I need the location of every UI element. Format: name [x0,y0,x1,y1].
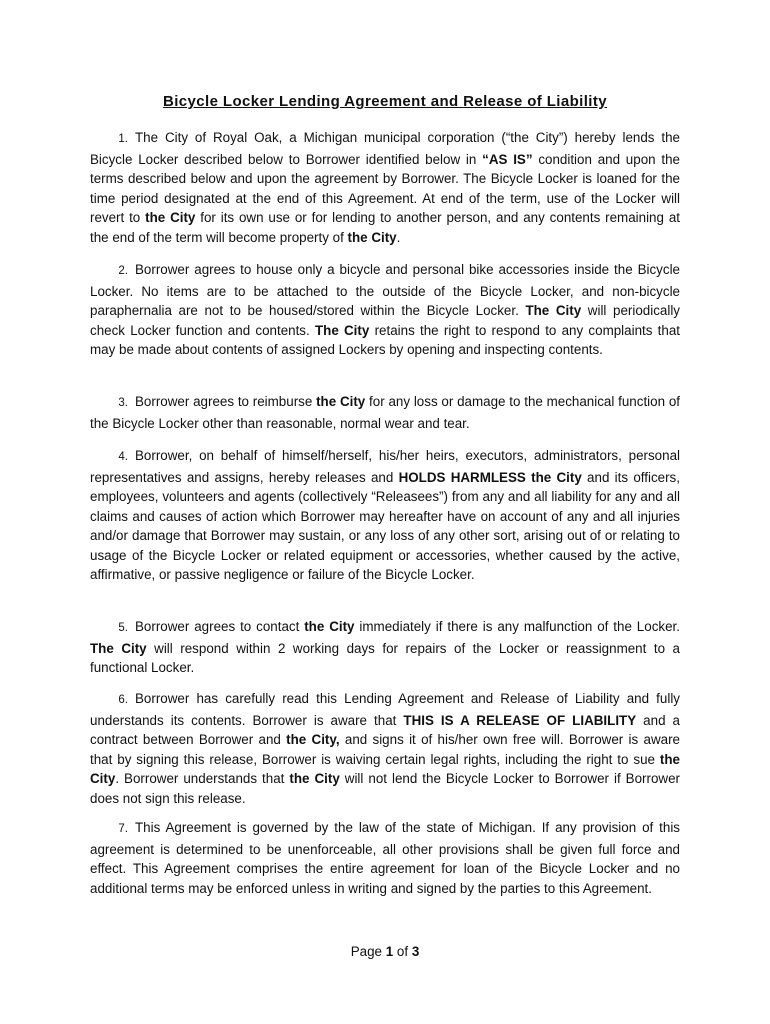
paragraph-number: 3. [118,397,128,409]
paragraph-2 [90,260,680,360]
paragraph-number: 7. [118,823,128,835]
page-footer [0,944,770,959]
paragraph-1 [90,128,680,247]
bold-text: “AS IS” [482,151,533,167]
paragraph-number: 1. [118,133,128,145]
paragraph-7 [90,818,680,898]
bold-text: THIS IS A RELEASE OF LIABILITY [403,712,637,728]
paragraph-number: 5. [118,622,128,634]
paragraph-text: will respond within 2 working days for repairs of the Locker or reassignment to a functional Locker. [90,640,681,675]
bold-text: the City [289,771,340,786]
paragraph-text: Borrower has carefully read this Lending Agreement and Release of Liability and fully understands its contents. Borrower is aware that [90,691,680,728]
total-pages-number: 3 [411,944,420,959]
paragraph-number: 6. [118,694,128,706]
paragraph-text: immediately if there is any malfunction of the Locker. [354,619,680,634]
paragraph-6 [90,689,680,808]
paragraph-4 [90,446,680,585]
bold-text: the City [90,751,680,786]
bold-text: the City [316,394,366,409]
bold-text: the City [304,619,355,634]
paragraph-text: retains the right to respond to any complaints that may be made about contents of assigned Lockers by opening and inspecting contents. [90,322,681,357]
paragraph-text: Borrower agrees to reimburse [135,394,317,409]
bold-text: the City [145,210,196,225]
bold-text: the City [347,229,397,245]
paragraph-3 [90,392,680,433]
bold-text: The City [90,640,147,656]
paragraph-5 [90,617,680,678]
bold-text: the City, [286,732,340,747]
paragraph-text: will not lend the Bicycle Locker to Borrower if Borrower does not sign this release. [90,771,680,806]
paragraph-number: 2. [118,265,128,277]
current-page-number: 1 [385,944,394,959]
bold-text: HOLDS HARMLESS the City [398,469,582,485]
paragraph-text: This Agreement is governed by the law of the state of Michigan. If any provision of this agreement is determined to be unenforceable, all other provisions shall be given full force and effect. This Agreement comprises the entire agreement for loan of the Bicycle Locker and no additional terms may be enforced unless in writing and signed by the parties to this Agreement. [90,820,680,896]
paragraph-text: and a contract between Borrower and [90,712,680,747]
paragraph-text: condition and upon the terms described below and upon the agreement by Borrower. The Bicycle Locker is loaned for the time period designated at the end of this Agreement. At end of the term, use of the Locker will revert to [90,151,680,225]
paragraph-text: Borrower agrees to house only a bicycle and personal bike accessories inside the Bicycle Locker. No items are to be attached to the outside of the Bicycle Locker, and non-bicycle paraphernalia are not to be housed/stored within the Bicycle Locker. [90,262,680,318]
paragraph-text: Borrower, on behalf of himself/herself, his/her heirs, executors, administrators, personal representatives and assigns, hereby releases and [90,448,680,485]
page-label: Page [350,944,382,959]
paragraph-text: for its own use or for lending to another person, and any contents remaining at the end of the term will become property of [90,210,680,245]
paragraph-text: . Borrower understands that [115,771,290,786]
paragraph-text: for any loss or damage to the mechanical function of the Bicycle Locker other than reasonable, normal wear and tear. [90,394,680,431]
document-title: Bicycle Locker Lending Agreement and Release of Liability [162,93,608,110]
page-of-label: of [396,944,409,959]
bold-text: The City [314,322,370,338]
bold-text: The City [525,303,582,318]
paragraph-text: The City of Royal Oak, a Michigan municipal corporation (“the City”) hereby lends the Bicycle Locker described below to Borrower identified below in [90,130,680,167]
paragraph-text: Borrower agrees to contact [135,619,305,634]
paragraph-text: and its officers, employees, volunteers and agents (collectively “Releasees”) from any and all liability for any and all claims and causes of action which Borrower may hereafter have on account of any and all injuries and/or damage that Borrower may sustain, or any loss of any other sort, arising out of or relating to usage of the Bicycle Locker or related equipment or accessories, whether caused by the active, affirmative, or passive negligence or failure of the Bicycle Locker. [90,469,680,582]
paragraph-number: 4. [118,451,128,463]
paragraph-text: will periodically check Locker function and contents. [90,303,680,338]
paragraph-text: . [396,229,401,245]
paragraph-text: and signs it of his/her own free will. Borrower is aware that by signing this release, Borrower is waiving certain legal rights, including the right to sue [90,732,680,767]
